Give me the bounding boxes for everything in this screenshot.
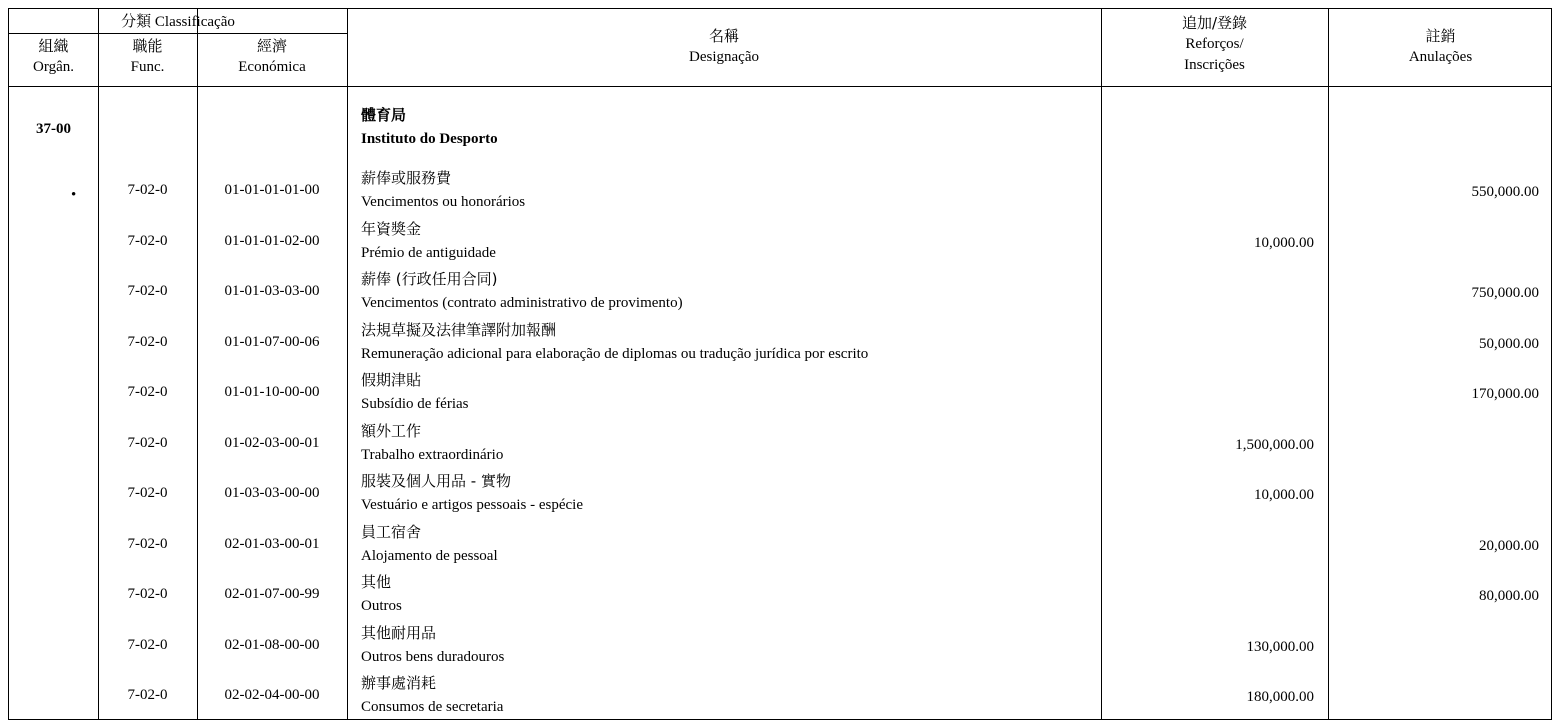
economic-code: 02-02-04-00-00 — [224, 687, 320, 703]
table-row — [9, 268, 1551, 318]
economic-header: 經濟 Económica — [238, 37, 306, 75]
table-row — [9, 622, 1551, 672]
entity-name-pt: Instituto do Desporto — [361, 131, 498, 147]
entity-organ-code: 37-00 — [36, 121, 71, 137]
reinforcement-amount: 180,000.00 — [1246, 689, 1314, 705]
function-header: 職能 Func. — [130, 37, 165, 75]
organ-header: 組織 Orgân. — [33, 37, 74, 75]
annulment-amount: 750,000.00 — [1471, 285, 1539, 301]
function-code: 7-02-0 — [127, 434, 168, 451]
designation-pt: Remuneração adicional para elaboração de diplomas ou tradução jurídica por escrito — [361, 345, 869, 362]
function-code: 7-02-0 — [127, 384, 168, 400]
function-code: 7-02-0 — [127, 636, 168, 653]
function-code: 7-02-0 — [127, 283, 168, 299]
designation-pt: Vencimentos ou honorários — [361, 194, 526, 210]
economic-code: 02-01-08-00-00 — [224, 636, 320, 653]
designation-zh: 其他耐用品 — [361, 623, 437, 642]
designation-zh: 辦事處消耗 — [361, 674, 437, 692]
table-row — [9, 470, 1551, 520]
economic-code: 01-03-03-00-00 — [224, 485, 320, 501]
economic-code: 01-01-07-00-06 — [224, 333, 320, 350]
economic-code: 01-01-10-00-00 — [224, 384, 320, 400]
designation-pt: Trabalho extraordinário — [361, 446, 504, 463]
designation-pt: Consumos de secretaria — [361, 699, 504, 715]
designation-zh: 額外工作 — [361, 421, 422, 440]
designation-pt: Subsídio de férias — [361, 396, 469, 412]
reinforcement-amount: 130,000.00 — [1246, 638, 1314, 655]
designation-header: 名稱 Designação — [689, 27, 759, 65]
table-row — [9, 218, 1551, 268]
designation-zh: 法規草擬及法律筆譯附加報酬 — [361, 320, 557, 339]
function-code: 7-02-0 — [127, 586, 168, 602]
function-code: 7-02-0 — [127, 333, 168, 350]
table-row — [9, 420, 1551, 470]
function-code: 7-02-0 — [127, 535, 168, 552]
designation-zh: 薪俸或服務費 — [361, 169, 452, 187]
designation-zh: 年資獎金 — [361, 219, 422, 238]
reinforcement-amount: 1,500,000.00 — [1235, 436, 1314, 453]
entity-name-zh: 體育局 — [361, 106, 407, 124]
reinforcement-amount: 10,000.00 — [1254, 487, 1314, 503]
function-code: 7-02-0 — [127, 687, 168, 703]
economic-code: 01-01-03-03-00 — [224, 283, 320, 299]
classification-header: 分類 Classificação — [121, 12, 235, 30]
designation-zh: 員工宿舍 — [361, 522, 422, 541]
annulment-amount: 20,000.00 — [1479, 537, 1539, 554]
reinforcement-amount: 10,000.00 — [1254, 234, 1314, 251]
designation-pt: Prémio de antiguidade — [361, 244, 496, 261]
table-row — [9, 167, 1551, 217]
table-row — [9, 672, 1551, 722]
table-row — [9, 571, 1551, 621]
designation-pt: Outros — [361, 598, 402, 614]
reinforcement-header: 追加/登錄 Reforços/ Inscrições — [1181, 14, 1248, 73]
economic-code: 02-01-03-00-01 — [224, 535, 320, 552]
annulment-amount: 170,000.00 — [1471, 386, 1539, 402]
designation-pt: Vencimentos (contrato administrativo de provimento) — [361, 295, 683, 311]
table-row — [9, 319, 1551, 369]
table-row — [9, 369, 1551, 419]
annulment-header: 註銷 Anulações — [1408, 27, 1473, 65]
header-divider — [9, 33, 347, 34]
function-code: 7-02-0 — [127, 182, 168, 198]
annulment-amount: 550,000.00 — [1471, 184, 1539, 200]
economic-code: 01-01-01-01-00 — [224, 182, 320, 198]
designation-zh: 服裝及個人用品 - 實物 — [361, 472, 511, 490]
economic-code: 01-01-01-02-00 — [224, 232, 320, 249]
annulment-amount: 50,000.00 — [1479, 335, 1539, 352]
table-row — [9, 521, 1551, 571]
header-bottom-divider — [9, 86, 1551, 87]
function-code: 7-02-0 — [127, 232, 168, 249]
scan-mark: • — [71, 187, 77, 203]
economic-code: 02-01-07-00-99 — [224, 586, 320, 602]
budget-table — [8, 8, 1552, 720]
designation-zh: 假期津貼 — [361, 371, 422, 389]
annulment-amount: 80,000.00 — [1479, 588, 1539, 604]
designation-pt: Outros bens duradouros — [361, 648, 505, 665]
designation-zh: 薪俸 (行政任用合同) — [361, 270, 498, 288]
designation-pt: Alojamento de pessoal — [361, 547, 498, 564]
designation-zh: 其他 — [361, 573, 392, 591]
economic-code: 01-02-03-00-01 — [224, 434, 320, 451]
function-code: 7-02-0 — [127, 485, 168, 501]
designation-pt: Vestuário e artigos pessoais - espécie — [361, 497, 584, 513]
